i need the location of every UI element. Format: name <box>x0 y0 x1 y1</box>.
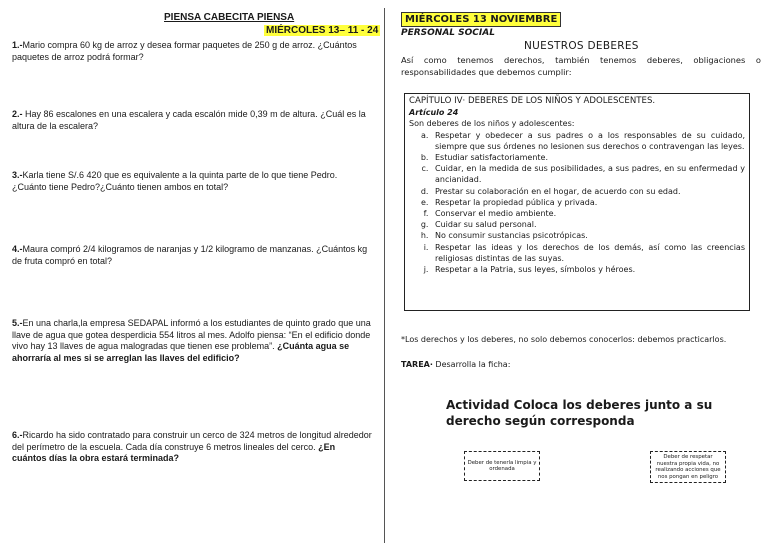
duties-lead: Son deberes de los niños y adolescentes: <box>409 119 575 129</box>
list-item: a. Respetar y obedecer a sus padres o a los responsables de su cuidado, siempre que sus órdenes no lesionen sus derechos o contravengan las leyes. <box>431 130 745 152</box>
activity-title: Actividad Coloca los deberes junto a su derecho según corresponda <box>446 398 713 428</box>
problem-number: 2.- <box>12 109 23 119</box>
lesson-date: MIÉRCOLES 13 NOVIEMBRE <box>401 12 561 27</box>
list-item: c. Cuidar, en la medida de sus posibilidades, a sus padres, en su enfermedad y ancianidad. <box>431 163 745 185</box>
duties-box <box>404 93 750 311</box>
problem-question: ¿Cuánta agua se ahorraría al mes si se arreglan las llaves del edificio? <box>12 341 350 363</box>
problem-2 <box>12 109 372 132</box>
subject-label: PERSONAL SOCIAL <box>401 28 495 38</box>
chapter-title: CAPÍTULO IV· DEBERES DE LOS NIÑOS Y ADOLESCENTES. <box>409 96 656 106</box>
problem-number: 1.- <box>12 40 23 50</box>
homework-line <box>401 360 510 369</box>
homework-label: TAREA· <box>401 360 433 369</box>
list-item: e. Respetar la propiedad pública y privada. <box>431 197 745 208</box>
list-item: i. Respetar las ideas y los derechos de los demás, así como las creencias religiosas distintas de las suyas. <box>431 242 745 264</box>
right-column <box>392 0 764 543</box>
problem-number: 3.- <box>12 170 23 180</box>
problem-6 <box>12 430 372 465</box>
problem-5 <box>12 318 372 364</box>
article-title: Artículo 24 <box>409 108 459 118</box>
lesson-heading: NUESTROS DEBERES <box>524 40 639 52</box>
practice-note: *Los derechos y los deberes, no solo debemos conocerlos: debemos practicarlos. <box>401 335 727 344</box>
duty-card-clean[interactable] <box>464 451 540 481</box>
duties-list <box>409 130 745 276</box>
problem-number: 4.- <box>12 244 23 254</box>
list-item: j. Respetar a la Patria, sus leyes, símbolos y héroes. <box>431 264 745 275</box>
left-column <box>0 0 382 543</box>
problem-text: Hay 86 escalones en una escalera y cada escalón mide 0,39 m de altura. ¿Cuál es la altura de la escalera? <box>12 109 366 131</box>
list-item: b. Estudiar satisfactoriamente. <box>431 152 745 163</box>
list-item: f. Conservar el medio ambiente. <box>431 208 745 219</box>
duty-card-text: Deber de respetar nuestra propia vida, no realizando acciones que nos pongan en peligro <box>655 454 721 480</box>
duty-card-life[interactable] <box>650 451 726 483</box>
problem-text: Maura compró 2/4 kilogramos de naranjas y 1/2 kilogramo de manzanas. ¿Cuántos kg de fruta compró en total? <box>12 244 368 266</box>
list-item: d. Prestar su colaboración en el hogar, de acuerdo con su edad. <box>431 186 745 197</box>
problem-1 <box>12 40 372 63</box>
problem-text: Karla tiene S/.6 420 que es equivalente a la quinta parte de lo que tiene Pedro. ¿Cuánto tiene Pedro?¿Cuánto tienen ambos en total? <box>12 170 338 192</box>
problem-4 <box>12 244 372 267</box>
lesson-intro: Así como tenemos derechos, también tenemos deberes, obligaciones o responsabilidades que debemos cumplir: <box>401 55 761 77</box>
column-divider <box>384 8 385 543</box>
problem-text: Mario compra 60 kg de arroz y desea formar paquetes de 250 g de arroz. ¿Cuántos paquetes de arroz podrá formar? <box>12 40 357 62</box>
list-item: g. Cuidar su salud personal. <box>431 219 745 230</box>
list-item: h. No consumir sustancias psicotrópicas. <box>431 230 745 241</box>
problem-text: En una charla,la empresa SEDAPAL informó a los estudiantes de quinto grado que una llave de agua que gotea desperdicia 554 litros al mes. Adolfo piensa: “En el edificio donde vivo hay 13 llaves de agua malogradas que tienen ese problema”. <box>12 318 371 351</box>
problem-question: ¿En cuántos días la obra estará terminada? <box>12 441 336 463</box>
worksheet-date: MIÉRCOLES 13– 11 - 24 <box>266 25 379 36</box>
duty-card-text: Deber de tenerla limpia y ordenada <box>467 459 537 472</box>
problem-text: Ricardo ha sido contratado para construir un cerco de 324 metros de longitud alrededor del perímetro de la escuela. Cada día construye 6 metros lineales del cerco. <box>12 430 372 452</box>
problem-3 <box>12 170 372 193</box>
problem-number: 6.- <box>12 430 23 440</box>
problem-number: 5.- <box>12 318 23 328</box>
homework-text: Desarrolla la ficha: <box>432 360 511 369</box>
worksheet-title: PIENSA CABECITA PIENSA <box>164 12 295 23</box>
